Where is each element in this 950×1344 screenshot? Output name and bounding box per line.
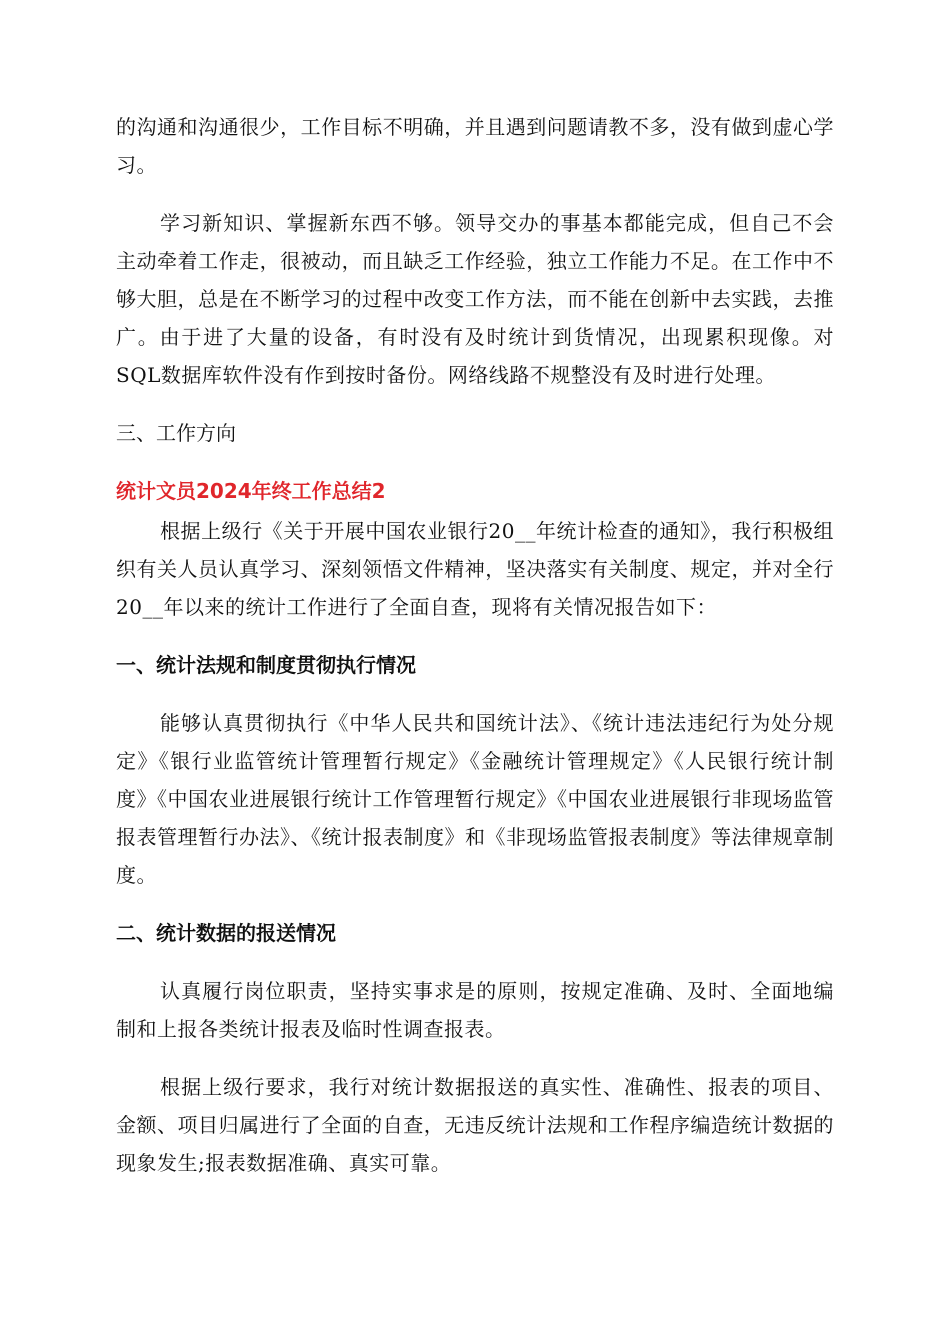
paragraph-duties: 认真履行岗位职责，坚持实事求是的原则，按规定准确、及时、全面地编制和上报各类统计报表及临时性调查报表。 bbox=[116, 979, 834, 1041]
paragraph-continued: 的沟通和沟通很少，工作目标不明确，并且遇到问题请教不多，没有做到虚心学习。 bbox=[116, 115, 834, 177]
section-heading-data-reporting: 二、统计数据的报送情况 bbox=[116, 921, 336, 945]
section-heading-work-direction: 三、工作方向 bbox=[116, 421, 236, 445]
paragraph-intro: 根据上级行《关于开展中国农业银行20__年统计检查的通知》，我行积极组织有关人员认真学习、深刻领悟文件精神，坚决落实有关制度、规定，并对全行20__年以来的统计工作进行了全面自查，现将有关情况报告如下： bbox=[116, 519, 834, 619]
paragraph-self-check: 根据上级行要求，我行对统计数据报送的真实性、准确性、报表的项目、金额、项目归属进行了全面的自查，无违反统计法规和工作程序编造统计数据的现象发生;报表数据准确、真实可靠。 bbox=[116, 1075, 834, 1175]
paragraph-regulations: 能够认真贯彻执行《中华人民共和国统计法》、《统计违法违纪行为处分规定》《银行业监管统计管理暂行规定》《金融统计管理规定》《人民银行统计制度》《中国农业进展银行统计工作管理暂行规定》《中国农业进展银行非现场监管报表管理暂行办法》、《统计报表制度》和《非现场监管报表制度》等法律规章制度。 bbox=[116, 711, 834, 887]
document-page bbox=[116, 108, 834, 1202]
section-heading-regulations: 一、统计法规和制度贯彻执行情况 bbox=[116, 653, 416, 677]
article-title: 统计文员2024年终工作总结2 bbox=[116, 479, 386, 503]
paragraph-shortcomings: 学习新知识、掌握新东西不够。领导交办的事基本都能完成，但自己不会主动牵着工作走，很被动，而且缺乏工作经验，独立工作能力不足。在工作中不够大胆，总是在不断学习的过程中改变工作方法，而不能在创新中去实践，去推广。由于进了大量的设备，有时没有及时统计到货情况，出现累积现像。对SQL数据库软件没有作到按时备份。网络线路不规整没有及时进行处理。 bbox=[116, 211, 834, 387]
